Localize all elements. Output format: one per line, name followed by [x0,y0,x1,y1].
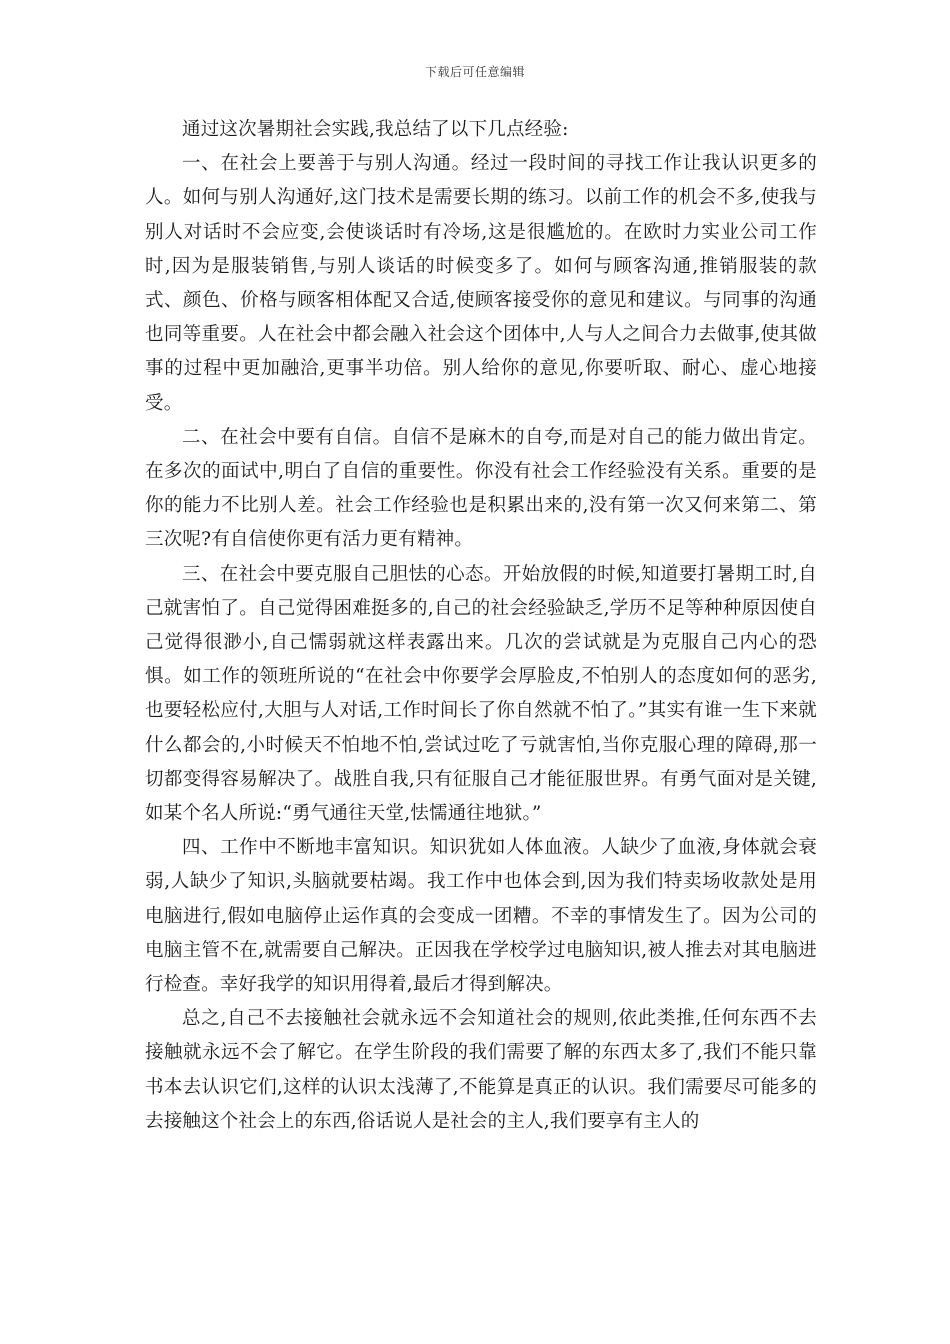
paragraph-confidence: 二、在社会中要有自信。自信不是麻木的自夸,而是对自己的能力做出肯定。在多次的面试中,明白了自信的重要性。你没有社会工作经验没有关系。重要的是你的能力不比别人差。社会工作经验也是积累出来的,没有第一次又何来第二、第三次呢?有自信使你更有活力更有精神。 [145,426,817,551]
paragraph-overcome-timidity: 三、在社会中要克服自己胆怯的心态。开始放假的时候,知道要打暑期工时,自己就害怕了。自己觉得困难挺多的,自己的社会经验缺乏,学历不足等种种原因使自己觉得很渺小,自己懦弱就这样表露出来。几次的尝试就是为克服自己内心的恐惧。如工作的领班所说的“在社会中你要学会厚脸皮,不怕别人的态度如何的恶劣,也要轻松应付,大胆与人对话,工作时间长了你自然就不怕了。”其实有谁一生下来就什么都会的,小时候天不怕地不怕,尝试过吃了亏就害怕,当你克服心理的障碍,那一切都变得容易解决了。战胜自我,只有征服自己才能征服世界。有勇气面对是关键,如某个名人所说:“勇气通往天堂,怯懦通往地狱。” [145,563,817,825]
document-body [145,113,817,1139]
paragraph-knowledge: 四、工作中不断地丰富知识。知识犹如人体血液。人缺少了血液,身体就会衰弱,人缺少了知识,头脑就要枯竭。我工作中也体会到,因为我们特卖场收款处是用电脑进行,假如电脑停止运作真的会变成一团糟。不幸的事情发生了。因为公司的电脑主管不在,就需要自己解决。正因我在学校学过电脑知识,被人推去对其电脑进行检查。幸好我学的知识用得着,最后才得到解决。 [145,837,817,996]
paragraph-communication: 一、在社会上要善于与别人沟通。经过一段时间的寻找工作让我认识更多的人。如何与别人沟通好,这门技术是需要长期的练习。以前工作的机会不多,使我与别人对话时不会应变,会使谈话时有冷场,这是很尴尬的。在欧时力实业公司工作时,因为是服装销售,与别人谈话的时候变多了。如何与顾客沟通,推销服装的款式、颜色、价格与顾客相体配又合适,使顾客接受你的意见和建议。与同事的沟通也同等重要。人在社会中都会融入社会这个团体中,人与人之间合力去做事,使其做事的过程中更加融洽,更事半功倍。别人给你的意见,你要听取、耐心、虚心地接受。 [145,153,817,414]
intro-paragraph: 通过这次暑期社会实践,我总结了以下几点经验: [182,119,569,140]
paragraph-conclusion: 总之,自己不去接触社会就永远不会知道社会的规则,依此类推,任何东西不去接触就永远不会了解它。在学生阶段的我们需要了解的东西太多了,我们不能只靠书本去认识它们,这样的认识太浅薄了,不能算是真正的认识。我们需要尽可能多的去接触这个社会上的东西,俗话说人是社会的主人,我们要享有主人的 [145,1008,817,1132]
page-header: 下载后可任意编辑 [424,65,525,79]
